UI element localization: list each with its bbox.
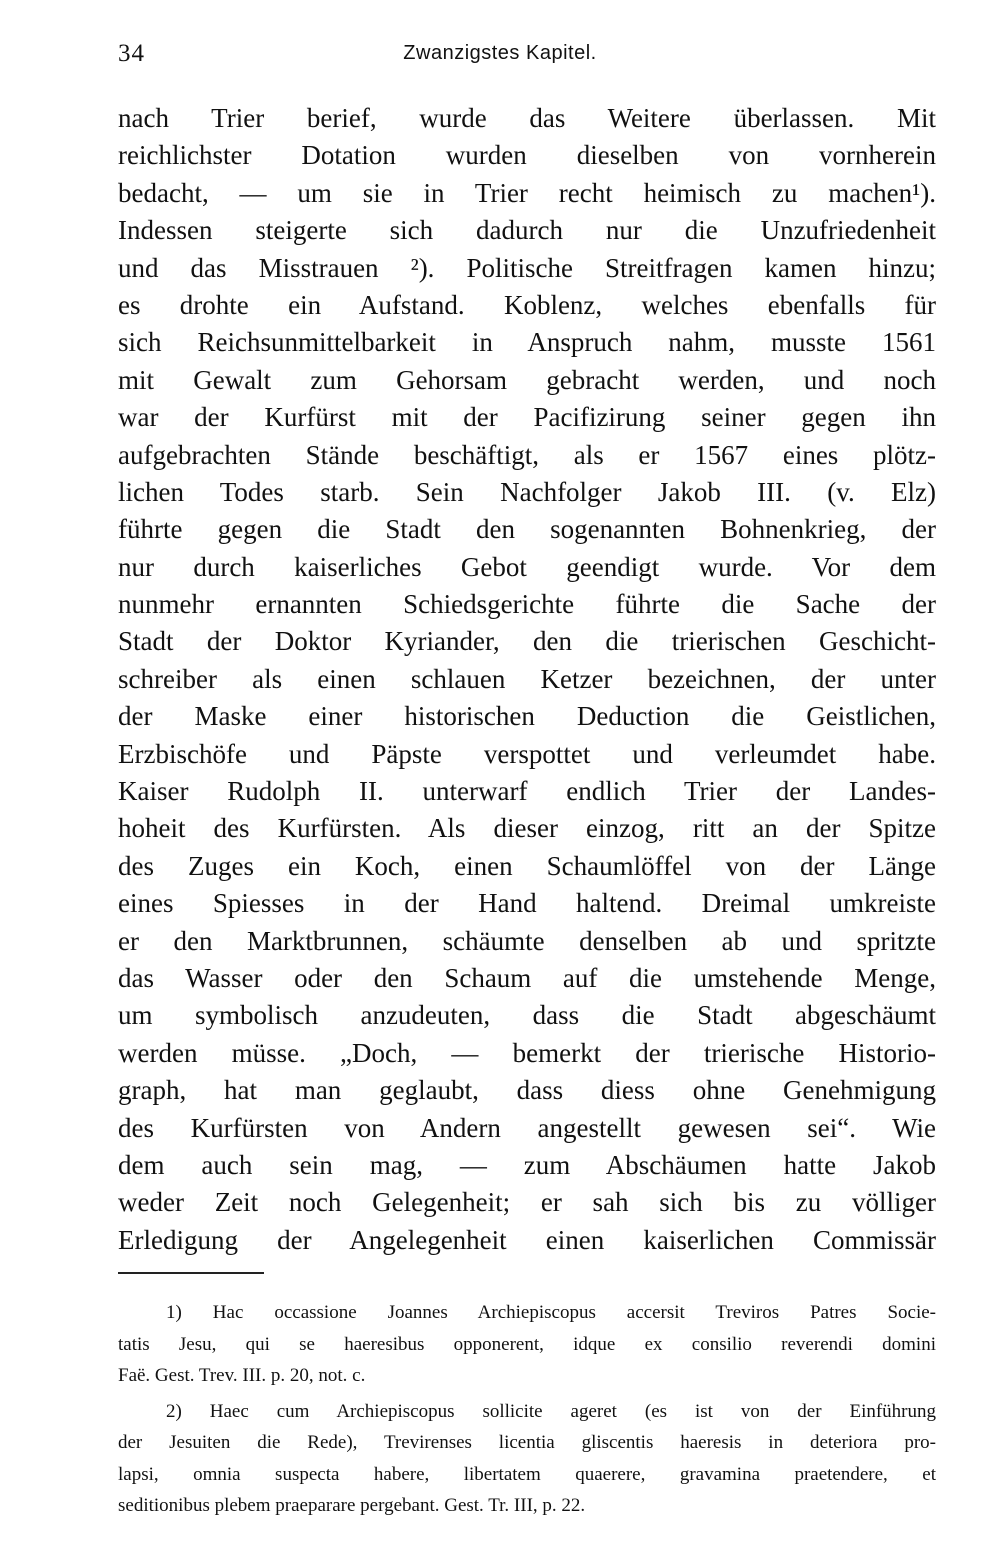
text-line: Indessen steigerte sich dadurch nur die Unzufriedenheit [118,215,936,246]
text-line: er den Marktbrunnen, schäumte denselben ab und spritzte [118,925,936,956]
text-line: Kaiser Rudolph II. unterwarf endlich Trier der Landes- [118,776,936,807]
footnote-line: lapsi, omnia suspecta habere, libertatem quaerere, gravamina praetendere, et [118,1463,936,1485]
text-line: bedacht, — um sie in Trier recht heimisch zu machen¹). [118,177,936,208]
text-line: mit Gewalt zum Gehorsam gebracht werden, und noch [118,364,936,395]
footnote-line: der Jesuiten die Rede), Trevirenses licentia gliscentis haeresis in deteriora pro- [118,1432,936,1453]
text-line: hoheit des Kurfürsten. Als dieser einzog, ritt an der Spitze [118,813,936,844]
footnote-separator [118,1272,264,1274]
text-line: Erledigung der Angelegenheit einen kaiserlichen Commissär [118,1224,936,1255]
text-line: um symbolisch anzudeuten, dass die Stadt abgeschäumt [118,1000,936,1031]
footnote-line: Faë. Gest. Trev. III. p. 20, not. c. [118,1365,366,1386]
text-line: des Kurfürsten von Andern angestellt gewesen sei“. Wie [118,1112,936,1143]
text-line: und das Misstrauen ²). Politische Streitfragen kamen hinzu; [118,252,936,283]
text-line: weder Zeit noch Gelegenheit; er sah sich bis zu völliger [118,1187,936,1218]
page-number: 34 [118,40,145,67]
text-line: der Maske einer historischen Deduction die Geistlichen, [118,701,936,732]
footnote-marker: 1) [166,1302,182,1323]
text-line: führte gegen die Stadt den sogenannten Bohnenkrieg, der [118,514,936,545]
text-line: werden müsse. „Doch, — bemerkt der trierische Historio- [118,1037,936,1068]
footnote-2 [118,1396,936,1522]
footnote-1 [118,1297,936,1392]
footnote-marker: 2) [166,1400,182,1422]
text-line: war der Kurfürst mit der Pacifizirung seiner gegen ihn [118,402,936,433]
text-line: aufgebrachten Stände beschäftigt, als er 1567 eines plötz- [118,439,936,470]
text-line: lichen Todes starb. Sein Nachfolger Jakob III. (v. Elz) [118,476,936,507]
text-line: eines Spiesses in der Hand haltend. Dreimal umkreiste [118,888,936,919]
body-text [118,100,936,1259]
text-line: nur durch kaiserliches Gebot geendigt wurde. Vor dem [118,551,936,582]
text-line: Stadt der Doktor Kyriander, den die trierischen Geschicht- [118,626,936,657]
text-line: es drohte ein Aufstand. Koblenz, welches ebenfalls für [118,289,936,320]
text-line: graph, hat man geglaubt, dass diess ohne Genehmigung [118,1075,936,1106]
footnote-line: 1) Hac occassione Joannes Archiepiscopus accersit Treviros Patres Socie- [166,1302,937,1323]
running-head: Zwanzigstes Kapitel. [403,42,597,64]
footnote-line: tatis Jesu, qui se haeresibus opponerent, idque ex consilio reverendi domini [118,1333,936,1355]
text-line: des Zuges ein Koch, einen Schaumlöffel von der Länge [118,850,936,881]
text-line: Erzbischöfe und Päpste verspottet und verleumdet habe. [118,738,936,769]
footnote-line: seditionibus plebem praeparare pergebant. Gest. Tr. III, p. 22. [118,1495,586,1516]
text-line: reichlichster Dotation wurden dieselben von vornherein [118,140,936,171]
text-line: schreiber als einen schlauen Ketzer bezeichnen, der unter [118,663,936,694]
footnote-line: 2) Haec cum Archiepiscopus sollicite ageret (es ist von der Einführung [166,1400,937,1422]
text-line: das Wasser oder den Schaum auf die umstehende Menge, [118,962,936,993]
text-line: dem auch sein mag, — zum Abschäumen hatte Jakob [118,1149,936,1180]
text-line: nunmehr ernannten Schiedsgerichte führte die Sache der [118,589,936,620]
text-line: nach Trier berief, wurde das Weitere überlassen. Mit [118,103,936,133]
text-line: sich Reichsunmittelbarkeit in Anspruch nahm, musste 1561 [118,327,936,358]
footnotes [118,1297,936,1522]
